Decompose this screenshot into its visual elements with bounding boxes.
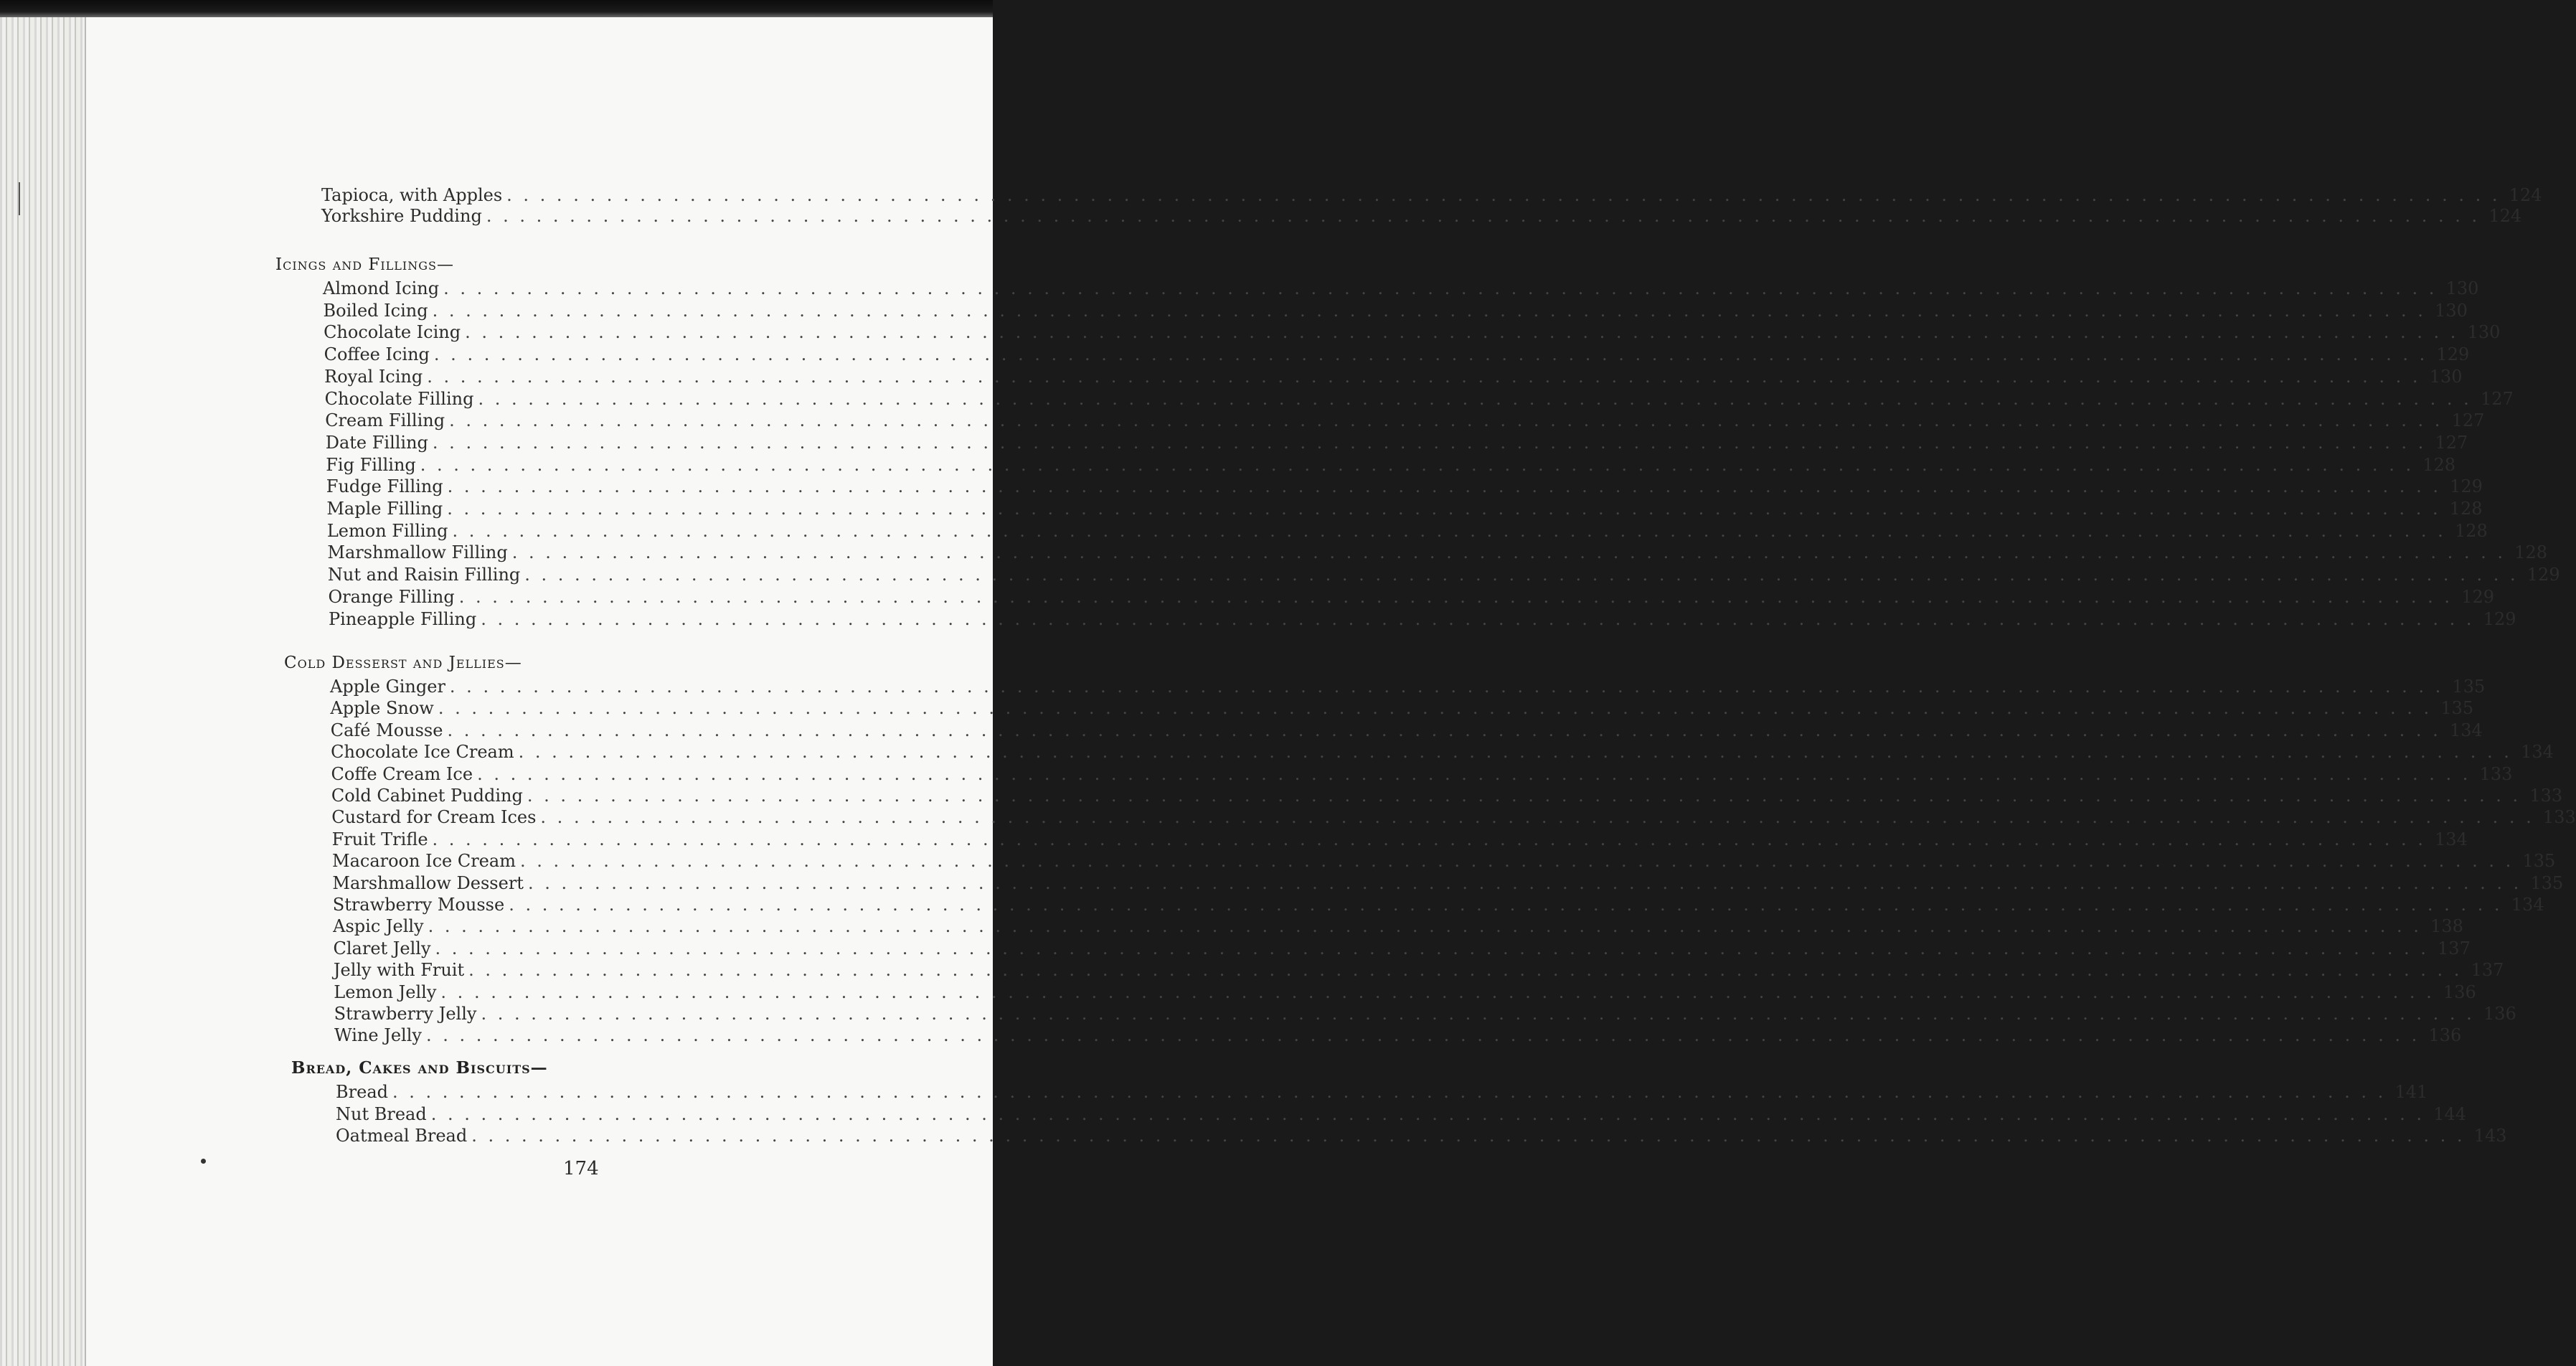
index-entry (331, 783, 2563, 806)
entry-page-number: 124 (2509, 185, 2542, 205)
entry-page-number: 136 (2483, 1004, 2516, 1024)
index-entry (333, 957, 2504, 981)
entry-page-number: 135 (2530, 872, 2564, 893)
entry-label: Apple Snow (330, 698, 434, 719)
entry-label: Marshmallow Filling (327, 542, 508, 563)
leader-dots: . . . . . . . . . . . . . . . . . . . . . . . . . . . . . . . . . . . . . . . . . . . . . . . . . . . . . . . . . . . . . . . . . . . . . . . . . . . . . . . . . . . . . . . . . . . . . . . . . . . . . . . . . . . . . . . . . . . . . . . . (481, 608, 2475, 629)
entry-page-number: 144 (2433, 1103, 2467, 1124)
entry-page-number: 135 (2452, 677, 2486, 697)
leader-dots: . . . . . . . . . . . . . . . . . . . . . . . . . . . . . . . . . . . . . . . . . . . . . . . . . . . . . . . . . . . . . . . . . . . . . . . . . . . . . . . . . . . . . . . . . . . . . . . . . . . . . . . . . . . . . . . . . . . . . . . . (519, 851, 2514, 872)
index-entry (336, 1101, 2467, 1124)
index-entry (330, 695, 2474, 719)
leader-dots: . . . . . . . . . . . . . . . . . . . . . . . . . . . . . . . . . . . . . . . . . . . . . . . . . . . . . . . . . . . . . . . . . . . . . . . . . . . . . . . . . . . . . . . . . . . . . . . . . . . . . . . . . . . . . . . . . . . . . . . . (430, 1103, 2425, 1124)
leader-dots: . . . . . . . . . . . . . . . . . . . . . . . . . . . . . . . . . . . . . . . . . . . . . . . . . . . . . . . . . . . . . . . . . . . . . . . . . . . . . . . . . . . . . . . . . . . . . . . . . . . . . . . . . . . . . . . . . . . . . . . . (432, 829, 2426, 849)
entry-page-number: 134 (2511, 895, 2544, 915)
leader-dots: . . . . . . . . . . . . . . . . . . . . . . . . . . . . . . . . . . . . . . . . . . . . . . . . . . . . . . . . . . . . . . . . . . . . . . . . . . . . . . . . . . . . . . . . . . . . . . . . . . . . . . . . . . . . . . . . . . . . . . . . (518, 742, 2512, 763)
entry-page-number: 130 (2467, 322, 2501, 343)
index-entry (324, 386, 2514, 409)
index-entry (323, 298, 2468, 321)
index-entry (334, 1001, 2516, 1024)
entry-page-number: 135 (2522, 851, 2556, 872)
entry-label: Bread (336, 1082, 388, 1102)
entry-page-number: 143 (2473, 1126, 2507, 1146)
page-edges (0, 17, 86, 1366)
entry-page-number: 128 (2449, 499, 2483, 519)
entry-page-number: 134 (2449, 720, 2483, 740)
leader-dots: . . . . . . . . . . . . . . . . . . . . . . . . . . . . . . . . . . . . . . . . . . . . . . . . . . . . . . . . . . . . . . . . . . . . . . . . . . . . . . . . . . . . . . . . . . . . . . . . . . . . . . . . . . . . . . . . . . . . . . . . (425, 1025, 2420, 1046)
index-entry (332, 892, 2544, 915)
entry-label: Tapioca, with Apples (321, 185, 503, 205)
index-entry (334, 1022, 2462, 1046)
index-entry (326, 518, 2488, 541)
entry-page-number: 129 (2461, 586, 2495, 607)
entry-page-number: 136 (2443, 981, 2476, 1002)
entry-label: Chocolate Filling (324, 388, 474, 409)
leader-dots: . . . . . . . . . . . . . . . . . . . . . . . . . . . . . . . . . . . . . . . . . . . . . . . . . . . . . . . . . . . . . . . . . . . . . . . . . . . . . . . . . . . . . . . . . . . . . . . . . . . . . . . . . . . . . . . . . . . . . . . . (435, 938, 2429, 958)
leader-dots: . . . . . . . . . . . . . . . . . . . . . . . . . . . . . . . . . . . . . . . . . . . . . . . . . . . . . . . . . . . . . . . . . . . . . . . . . . . . . . . . . . . . . . . . . . . . . . . . . . . . . . . . . . . . . . . . . . . . . . . . (477, 763, 2471, 784)
index-entry (329, 606, 2516, 629)
index-entry (328, 584, 2495, 607)
index-entry (331, 826, 2468, 849)
entry-page-number: 136 (2428, 1025, 2462, 1046)
entry-label: Coffe Cream Ice (331, 763, 473, 784)
entry-label: Fudge Filling (326, 476, 443, 497)
entry-label: Strawberry Jelly (334, 1004, 477, 1024)
leader-dots: . . . . . . . . . . . . . . . . . . . . . . . . . . . . . . . . . . . . . . . . . . . . . . . . . . . . . . . . . . . . . . . . . . . . . . . . . . . . . . . . . . . . . . . . . . . . . . . . . . . . . . . . . . . . . . . . . . . . . . . . (471, 1126, 2466, 1146)
leader-dots: . . . . . . . . . . . . . . . . . . . . . . . . . . . . . . . . . . . . . . . . . . . . . . . . . . . . . . . . . . . . . . . . . . . . . . . . . . . . . . . . . . . . . . . . . . . . . . . . . . . . . . . . . . . . . . . . . . . . . . . . (468, 960, 2463, 981)
leader-dots: . . . . . . . . . . . . . . . . . . . . . . . . . . . . . . . . . . . . . . . . . . . . . . . . . . . . . . . . . . . . . . . . . . . . . . . . . . . . . . . . . . . . . . . . . . . . . . . . . . . . . . . . . . . . . . . . . . . . . . . . (392, 1082, 2387, 1102)
index-entry (331, 739, 2554, 763)
index-entry (323, 275, 2479, 298)
index-entry (327, 562, 2560, 585)
section-heading: Icings and Fillings— (275, 255, 454, 274)
entry-page-number: 129 (2436, 344, 2470, 365)
entry-label: Yorkshire Pudding (321, 206, 482, 226)
entry-page-number: 138 (2430, 916, 2463, 937)
entry-page-number: 128 (2422, 454, 2456, 475)
entry-label: Orange Filling (328, 586, 455, 607)
leader-dots: . . . . . . . . . . . . . . . . . . . . . . . . . . . . . . . . . . . . . . . . . . . . . . . . . . . . . . . . . . . . . . . . . . . . . . . . . . . . . . . . . . . . . . . . . . . . . . . . . . . . . . . . . . . . . . . . . . . . . . . . (427, 366, 2421, 387)
index-entry (330, 674, 2486, 697)
entry-label: Cream Filling (325, 410, 445, 431)
index-entry (327, 540, 2548, 563)
index-entry (332, 870, 2564, 893)
entry-label: Lemon Jelly (334, 981, 437, 1002)
entry-page-number: 127 (2480, 388, 2514, 409)
index-entry (324, 319, 2501, 343)
index-entry (325, 408, 2485, 431)
entry-label: Nut and Raisin Filling (327, 565, 521, 585)
leader-dots: . . . . . . . . . . . . . . . . . . . . . . . . . . . . . . . . . . . . . . . . . . . . . . . . . . . . . . . . . . . . . . . . . . . . . . . . . . . . . . . . . . . . . . . . . . . . . . . . . . . . . . . . . . . . . . . . . . . . . . . . (447, 720, 2441, 740)
leader-dots: . . . . . . . . . . . . . . . . . . . . . . . . . . . . . . . . . . . . . . . . . . . . . . . . . . . . . . . . . . . . . . . . . . . . . . . . . . . . . . . . . . . . . . . . . . . . . . . . . . . . . . . . . . . . . . . . . . . . . . . . (452, 520, 2446, 541)
index-entry (334, 979, 2476, 1002)
index-entry (331, 761, 2513, 784)
index-entry (325, 430, 2468, 453)
entry-page-number: 128 (2454, 520, 2488, 541)
index-entry (333, 913, 2463, 937)
entry-label: Macaroon Ice Cream (332, 851, 516, 872)
entry-label: Coffee Icing (324, 344, 430, 365)
entry-page-number: 128 (2514, 542, 2548, 563)
entry-label: Nut Bread (336, 1103, 427, 1124)
leader-dots: . . . . . . . . . . . . . . . . . . . . . . . . . . . . . . . . . . . . . . . . . . . . . . . . . . . . . . . . . . . . . . . . . . . . . . . . . . . . . . . . . . . . . . . . . . . . . . . . . . . . . . . . . . . . . . . . . . . . . . . . (481, 1004, 2475, 1024)
entry-page-number: 133 (2479, 763, 2513, 784)
index-entry (321, 203, 2522, 226)
entry-page-number: 130 (2435, 300, 2468, 321)
entry-page-number: 129 (2527, 565, 2560, 585)
page-number: 174 (563, 1158, 599, 1179)
leader-dots: . . . . . . . . . . . . . . . . . . . . . . . . . . . . . . . . . . . . . . . . . . . . . . . . . . . . . . . . . . . . . . . . . . . . . . . . . . . . . . . . . . . . . . . . . . . . . . . . . . . . . . . . . . . . . . . . . . . . . . . . (420, 454, 2415, 475)
index-page (86, 17, 2576, 1366)
leader-dots: . . . . . . . . . . . . . . . . . . . . . . . . . . . . . . . . . . . . . . . . . . . . . . . . . . . . . . . . . . . . . . . . . . . . . . . . . . . . . . . . . . . . . . . . . . . . . . . . . . . . . . . . . . . . . . . . . . . . . . . . (440, 981, 2435, 1002)
entry-label: Chocolate Ice Cream (331, 742, 514, 763)
index-entry (324, 364, 2463, 387)
entry-label: Fruit Trifle (331, 829, 428, 849)
section-heading: Bread, Cakes and Biscuits— (291, 1058, 548, 1078)
entry-label: Wine Jelly (334, 1025, 422, 1046)
entry-label: Date Filling (325, 432, 428, 453)
entry-label: Chocolate Icing (324, 322, 461, 343)
index-list (86, 17, 2576, 1366)
entry-page-number: 134 (2521, 742, 2554, 763)
leader-dots: . . . . . . . . . . . . . . . . . . . . . . . . . . . . . . . . . . . . . . . . . . . . . . . . . . . . . . . . . . . . . . . . . . . . . . . . . . . . . . . . . . . . . . . . . . . . . . . . . . . . . . . . . . . . . . . . . . . . . . . . (465, 322, 2459, 343)
index-entry (330, 717, 2483, 740)
entry-page-number: 141 (2395, 1082, 2428, 1102)
leader-dots: . . . . . . . . . . . . . . . . . . . . . . . . . . . . . . . . . . . . . . . . . . . . . . . . . . . . . . . . . . . . . . . . . . . . . . . . . . . . . . . . . . . . . . . . . . . . . . . . . . . . . . . . . . . . . . . . . . . . . . . . (428, 916, 2422, 937)
entry-label: Jelly with Fruit (333, 960, 465, 981)
entry-label: Apple Ginger (330, 677, 445, 697)
leader-dots: . . . . . . . . . . . . . . . . . . . . . . . . . . . . . . . . . . . . . . . . . . . . . . . . . . . . . . . . . . . . . . . . . . . . . . . . . . . . . . . . . . . . . . . . . . . . . . . . . . . . . . . . . . . . . . . . . . . . . . . . (449, 677, 2444, 697)
leader-dots: . . . . . . . . . . . . . . . . . . . . . . . . . . . . . . . . . . . . . . . . . . . . . . . . . . . . . . . . . . . . . . . . . . . . . . . . . . . . . . . . . . . . . . . . . . . . . . . . . . . . . . . . . . . . . . . . . . . . . . . . (506, 185, 2501, 205)
entry-page-number: 137 (2471, 960, 2504, 981)
leader-dots: . . . . . . . . . . . . . . . . . . . . . . . . . . . . . . . . . . . . . . . . . . . . . . . . . . . . . . . . . . . . . . . . . . . . . . . . . . . . . . . . . . . . . . . . . . . . . . . . . . . . . . . . . . . . . . . . . . . . . . . . (511, 542, 2506, 563)
index-entry (336, 1123, 2507, 1146)
leader-dots: . . . . . . . . . . . . . . . . . . . . . . . . . . . . . . . . . . . . . . . . . . . . . . . . . . . . . . . . . . . . . . . . . . . . . . . . . . . . . . . . . . . . . . . . . . . . . . . . . . . . . . . . . . . . . . . . . . . . . . . . (443, 278, 2438, 298)
entry-label: Royal Icing (324, 366, 423, 387)
index-entry (332, 848, 2556, 872)
entry-page-number: 129 (2483, 608, 2516, 629)
entry-page-number: 129 (2450, 476, 2483, 497)
leader-dots: . . . . . . . . . . . . . . . . . . . . . . . . . . . . . . . . . . . . . . . . . . . . . . . . . . . . . . . . . . . . . . . . . . . . . . . . . . . . . . . . . . . . . . . . . . . . . . . . . . . . . . . . . . . . . . . . . . . . . . . . (433, 344, 2428, 365)
entry-label: Claret Jelly (333, 938, 431, 958)
entry-page-number: 130 (2429, 366, 2463, 387)
leader-dots: . . . . . . . . . . . . . . . . . . . . . . . . . . . . . . . . . . . . . . . . . . . . . . . . . . . . . . . . . . . . . . . . . . . . . . . . . . . . . . . . . . . . . . . . . . . . . . . . . . . . . . . . . . . . . . . . . . . . . . . . (478, 388, 2472, 409)
index-entry (326, 474, 2483, 497)
leader-dots: . . . . . . . . . . . . . . . . . . . . . . . . . . . . . . . . . . . . . . . . . . . . . . . . . . . . . . . . . . . . . . . . . . . . . . . . . . . . . . . . . . . . . . . . . . . . . . . . . . . . . . . . . . . . . . . . . . . . . . . . (540, 807, 2534, 828)
leader-dots: . . . . . . . . . . . . . . . . . . . . . . . . . . . . . . . . . . . . . . . . . . . . . . . . . . . . . . . . . . . . . . . . . . . . . . . . . . . . . . . . . . . . . . . . . . . . . . . . . . . . . . . . . . . . . . . . . . . . . . . . (524, 565, 2519, 585)
index-entry (333, 936, 2471, 958)
leader-dots: . . . . . . . . . . . . . . . . . . . . . . . . . . . . . . . . . . . . . . . . . . . . . . . . . . . . . . . . . . . . . . . . . . . . . . . . . . . . . . . . . . . . . . . . . . . . . . . . . . . . . . . . . . . . . . . . . . . . . . . . (438, 698, 2433, 719)
leader-dots: . . . . . . . . . . . . . . . . . . . . . . . . . . . . . . . . . . . . . . . . . . . . . . . . . . . . . . . . . . . . . . . . . . . . . . . . . . . . . . . . . . . . . . . . . . . . . . . . . . . . . . . . . . . . . . . . . . . . . . . . (447, 499, 2441, 519)
entry-label: Almond Icing (323, 278, 440, 298)
leader-dots: . . . . . . . . . . . . . . . . . . . . . . . . . . . . . . . . . . . . . . . . . . . . . . . . . . . . . . . . . . . . . . . . . . . . . . . . . . . . . . . . . . . . . . . . . . . . . . . . . . . . . . . . . . . . . . . . . . . . . . . . (486, 206, 2481, 226)
entry-label: Boiled Icing (323, 300, 428, 321)
entry-page-number: 127 (2435, 432, 2468, 453)
entry-label: Pineapple Filling (329, 608, 477, 629)
leader-dots: . . . . . . . . . . . . . . . . . . . . . . . . . . . . . . . . . . . . . . . . . . . . . . . . . . . . . . . . . . . . . . . . . . . . . . . . . . . . . . . . . . . . . . . . . . . . . . . . . . . . . . . . . . . . . . . . . . . . . . . . (449, 410, 2443, 431)
section-heading: Cold Desserst and Jellies— (284, 654, 522, 672)
entry-label: Oatmeal Bread (336, 1126, 468, 1146)
entry-label: Custard for Cream Ices (331, 807, 537, 828)
index-entry (326, 452, 2456, 475)
entry-label: Aspic Jelly (333, 916, 424, 937)
entry-page-number: 135 (2440, 698, 2474, 719)
leader-dots: . . . . . . . . . . . . . . . . . . . . . . . . . . . . . . . . . . . . . . . . . . . . . . . . . . . . . . . . . . . . . . . . . . . . . . . . . . . . . . . . . . . . . . . . . . . . . . . . . . . . . . . . . . . . . . . . . . . . . . . . (432, 432, 2427, 453)
leader-dots: . . . . . . . . . . . . . . . . . . . . . . . . . . . . . . . . . . . . . . . . . . . . . . . . . . . . . . . . . . . . . . . . . . . . . . . . . . . . . . . . . . . . . . . . . . . . . . . . . . . . . . . . . . . . . . . . . . . . . . . . (458, 586, 2453, 607)
index-entry (331, 804, 2576, 828)
leader-dots: . . . . . . . . . . . . . . . . . . . . . . . . . . . . . . . . . . . . . . . . . . . . . . . . . . . . . . . . . . . . . . . . . . . . . . . . . . . . . . . . . . . . . . . . . . . . . . . . . . . . . . . . . . . . . . . . . . . . . . . . (447, 476, 2441, 497)
entry-label: Fig Filling (326, 454, 416, 475)
entry-label: Café Mousse (330, 720, 443, 740)
entry-label: Lemon Filling (326, 520, 448, 541)
entry-page-number: 127 (2451, 410, 2485, 431)
entry-page-number: 124 (2488, 206, 2522, 226)
entry-label: Marshmallow Dessert (332, 872, 524, 893)
leader-dots: . . . . . . . . . . . . . . . . . . . . . . . . . . . . . . . . . . . . . . . . . . . . . . . . . . . . . . . . . . . . . . . . . . . . . . . . . . . . . . . . . . . . . . . . . . . . . . . . . . . . . . . . . . . . . . . . . . . . . . . . (527, 872, 2522, 893)
entry-page-number: 130 (2445, 278, 2479, 298)
page-mark (201, 1159, 206, 1164)
leader-dots: . . . . . . . . . . . . . . . . . . . . . . . . . . . . . . . . . . . . . . . . . . . . . . . . . . . . . . . . . . . . . . . . . . . . . . . . . . . . . . . . . . . . . . . . . . . . . . . . . . . . . . . . . . . . . . . . . . . . . . . . (527, 786, 2521, 806)
leader-dots: . . . . . . . . . . . . . . . . . . . . . . . . . . . . . . . . . . . . . . . . . . . . . . . . . . . . . . . . . . . . . . . . . . . . . . . . . . . . . . . . . . . . . . . . . . . . . . . . . . . . . . . . . . . . . . . . . . . . . . . . (509, 895, 2503, 915)
entry-label: Cold Cabinet Pudding (331, 786, 523, 806)
index-entry (324, 342, 2470, 365)
entry-page-number: 134 (2435, 829, 2468, 849)
entry-page-number: 133 (2542, 807, 2576, 828)
index-entry (321, 182, 2542, 205)
index-entry (326, 496, 2483, 519)
entry-page-number: 133 (2529, 786, 2563, 806)
entry-page-number: 137 (2438, 938, 2471, 958)
leader-dots: . . . . . . . . . . . . . . . . . . . . . . . . . . . . . . . . . . . . . . . . . . . . . . . . . . . . . . . . . . . . . . . . . . . . . . . . . . . . . . . . . . . . . . . . . . . . . . . . . . . . . . . . . . . . . . . . . . . . . . . . (432, 300, 2426, 321)
index-entry (336, 1079, 2428, 1102)
entry-label: Maple Filling (326, 499, 443, 519)
entry-label: Strawberry Mousse (332, 895, 505, 915)
